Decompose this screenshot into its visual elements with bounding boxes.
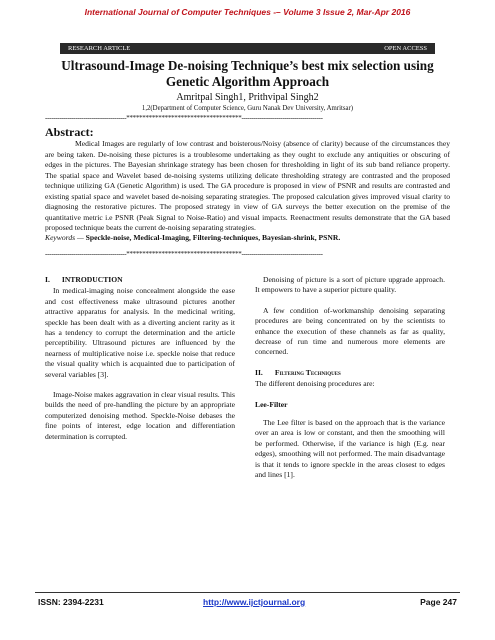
- section-number: I.: [45, 275, 50, 284]
- footer-issn: ISSN: 2394-2231: [38, 597, 104, 607]
- footer-divider: [35, 592, 460, 593]
- paragraph: A few condition of-workmanship denoising separating procedures are being concentrated on by the scientists to enhance the execution of these channels as far as quality, decrease of run time and numerous more elements are concerned.: [255, 305, 445, 357]
- paragraph: Denoising of picture is a sort of picture upgrade approach. It empowers to have a superior picture quality.: [255, 275, 445, 295]
- keywords: [45, 233, 450, 244]
- section-title: INTRODUCTION: [61, 275, 123, 284]
- abstract-text: Medical Images are regularly of low contrast and boisterous/Noisy (absence of clarity) because of the circumstances they are being taken. De-noising these pictures is a troublesome undertaking as they ought to exclude any antiquities or obscuring of edges in the pictures. The Bayesian shrinkage strategy has been chosen for thresholding in light of its sub band reliance property. The spatial space and Wavelet based de-noising systems utilizing delicate thresholding strategy are contrasted and the proposed technique utilizing GA (Genetic Algorithm) is used. The GA procedure is proposed in view of PSNR and results are contrasted and existing spatial space and wavelet based de-noising separating strategies. The proposed calculation gives improved visual clarity to diagnosing the restorative pictures. The proposed strategy in view of GA surveys the better execution on the premise of the quantitative metric i.e PSNR (Peak Signal to Noise-Ratio) and visual impacts. Reenactment results demonstrate that the GA based proposed technique beats the current de-noising separating strategies.: [45, 139, 450, 232]
- affiliation: 1,2(Department of Computer Science, Guru Nanak Dev University, Amritsar): [141, 105, 354, 112]
- open-access-label: OPEN ACCESS: [384, 45, 427, 52]
- journal-header: International Journal of Computer Techniques -– Volume 3 Issue 2, Mar-Apr 2016: [84, 7, 411, 17]
- authors: Amritpal Singh1, Prithvipal Singh2: [176, 92, 319, 103]
- abstract-heading: Abstract:: [45, 125, 94, 139]
- keywords-terms: Speckle-noise, Medical-Imaging, Filtering-techniques, Bayesian-shrink, PSNR.: [85, 233, 341, 242]
- section-title: Filtering Techniques: [274, 367, 341, 377]
- left-column: [45, 275, 235, 452]
- paragraph: The different denoising procedures are:: [255, 379, 375, 389]
- section-heading-filtering: [255, 368, 445, 378]
- section-number: II.: [255, 367, 263, 377]
- paper-title: Ultrasound-Image De-noising Technique’s best mix selection using Genetic Algorithm Approach: [61, 58, 434, 89]
- keywords-label: Keywords —: [45, 233, 84, 242]
- paragraph: Image-Noise makes aggravation in clear visual results. This builds the need of pre-handling the picture by an appropriate computerized denoising method. Speckle-Noise debases the fine points of interest, edge location and differentiation determination is corrupted.: [45, 390, 235, 441]
- footer-url-link[interactable]: http://www.ijctjournal.org: [203, 597, 306, 607]
- paragraph: The Lee filter is based on the approach that is the variance over an area is low or constant, and then the smoothing will be performed. Otherwise, if the variance is high (E.g. near edges), smoothing will not performed. The main disadvantage is that it tends to ignore speckle in the areas closest to edges and lines [1].: [255, 418, 445, 480]
- paragraph: In medical-imaging noise concealment alongside the ease and cost effectiveness make ultrasound pictures another attractive apparatus for analysis. In the medicinal writing, speckle has been dealt with as a diverting ancient rarity as it has a tendency to corrupt the determination and the article perceptibility. Ultrasound pictures are influenced by the nearness of multiplicative noise i.e. speckle noise that reduce the visual quality which is acquainted due to participation of several variables [3].: [45, 286, 235, 379]
- separator-bottom: ----------------------------------------************************************----------------------------------------: [45, 250, 323, 258]
- separator-top: ----------------------------------------************************************----------------------------------------: [45, 114, 323, 122]
- footer-page-number: Page 247: [420, 597, 457, 607]
- article-banner: [60, 43, 435, 54]
- right-column: [255, 275, 445, 491]
- subsection-heading: Lee-Filter: [255, 399, 288, 409]
- article-type-label: RESEARCH ARTICLE: [68, 45, 131, 52]
- section-heading-introduction: [45, 275, 235, 285]
